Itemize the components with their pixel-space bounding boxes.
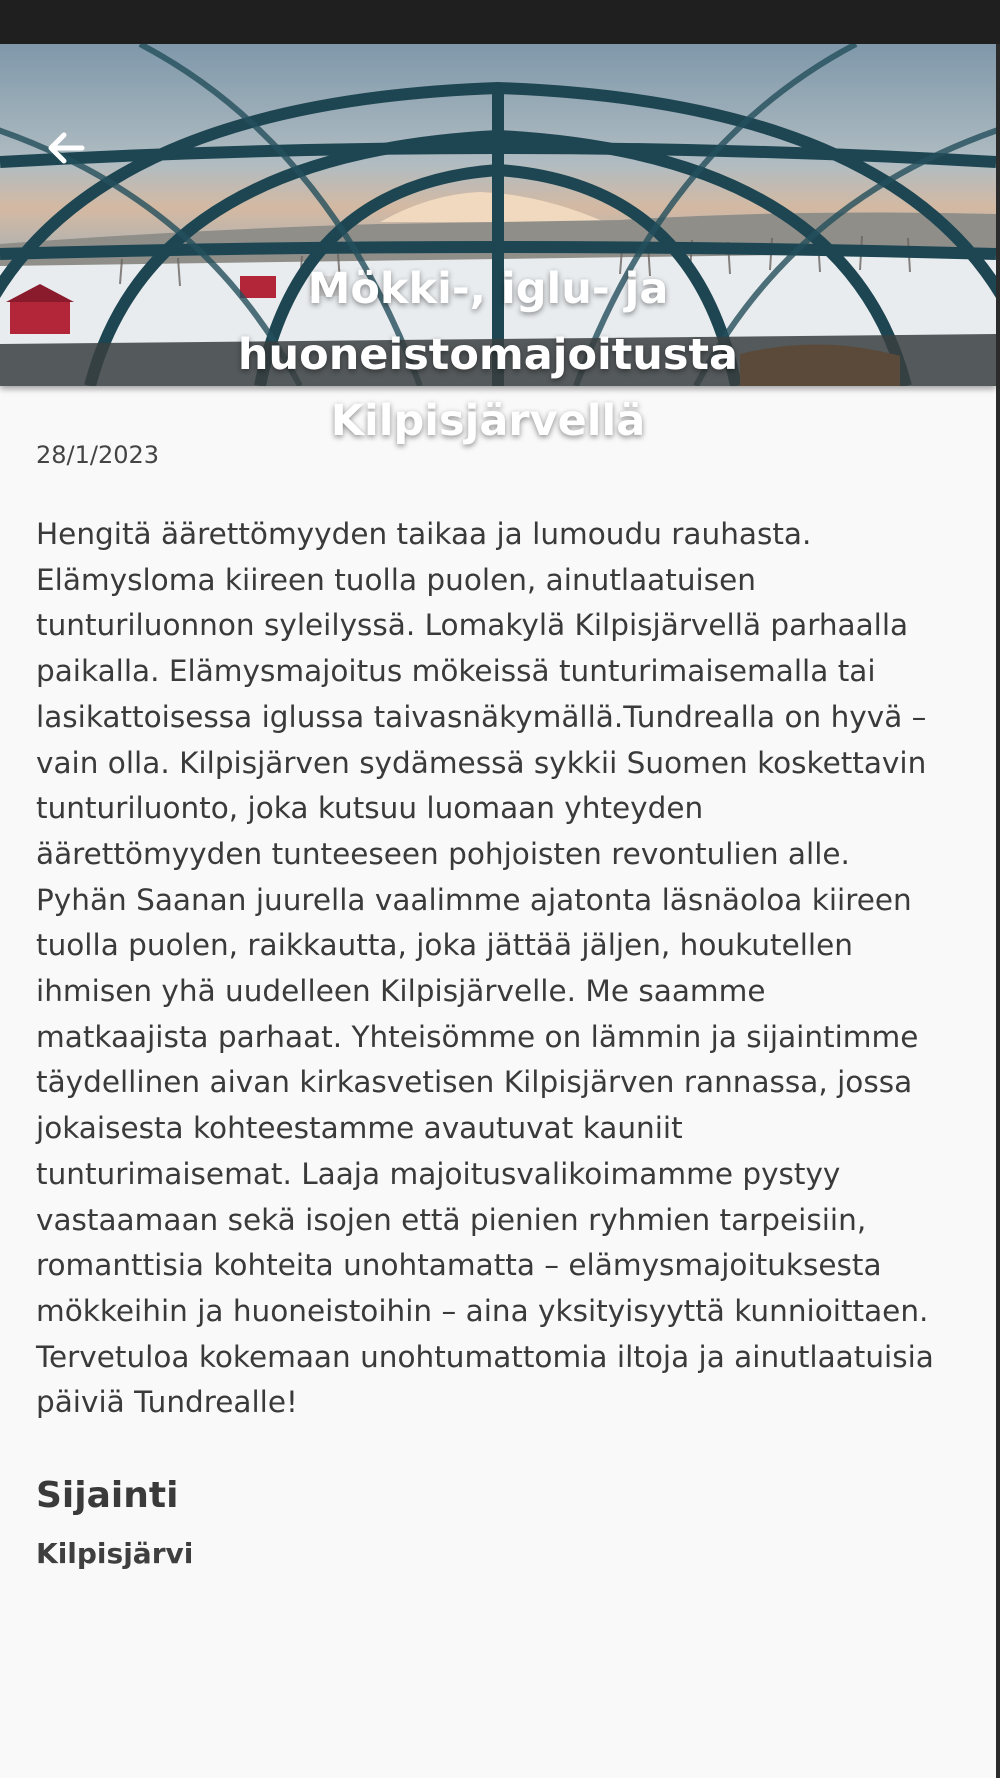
arrow-left-icon — [42, 124, 90, 172]
scrollbar[interactable] — [996, 44, 1000, 1778]
event-detail-page — [0, 44, 996, 1778]
article-content — [36, 440, 936, 1572]
status-bar — [0, 0, 1000, 44]
location-value: Kilpisjärvi — [36, 1537, 194, 1571]
page-title: Mökki-, iglu- ja huoneistomajoitusta Kilpisjärvellä — [237, 264, 739, 446]
back-button[interactable] — [30, 112, 102, 184]
location-heading: Sijainti — [36, 1475, 179, 1517]
article-description: Hengitä äärettömyyden taikaa ja lumoudu rauhasta. Elämysloma kiireen tuolla puolen, ainutlaatuisen tunturiluonnon syleilyssä. Lomakylä Kilpisjärvellä parhaalla paikalla. Elämysmajoitus mökeissä tunturimaisemalla tai lasikattoisessa iglussa taivasnäkymällä.Tundrealla on hyvä – vain olla. Kilpisjärven sydämessä sykkii Suomen koskettavin tunturiluonto, joka kutsuu luomaan yhteyden äärettömyyden tunteeseen pohjoisten revontulien alle. Pyhän Saanan juurella vaalimme ajatonta läsnäoloa kiireen tuolla puolen, raikkautta, joka jättää jäljen, houkutellen ihmisen yhä uudelleen Kilpisjärvelle. Me saamme matkaajista parhaat. Yhteisömme on lämmin ja sijaintimme täydellinen aivan kirkasvetisen Kilpisjärven rannassa, jossa jokaisesta kohteestamme avautuvat kauniit tunturimaisemat. Laaja majoitusvalikoimamme pystyy vastaamaan sekä isojen että pienien ryhmien tarpeisiin, romanttisia kohteita unohtamatta – elämysmajoituksesta mökkeihin ja huoneistoihin – aina yksityisyyttä kunnioittaen. Tervetuloa kokemaan unohtumattomia iltoja ja ainutlaatuisia päiviä Tundrealle! — [36, 517, 934, 1420]
publish-date: 28/1/2023 — [36, 441, 160, 469]
